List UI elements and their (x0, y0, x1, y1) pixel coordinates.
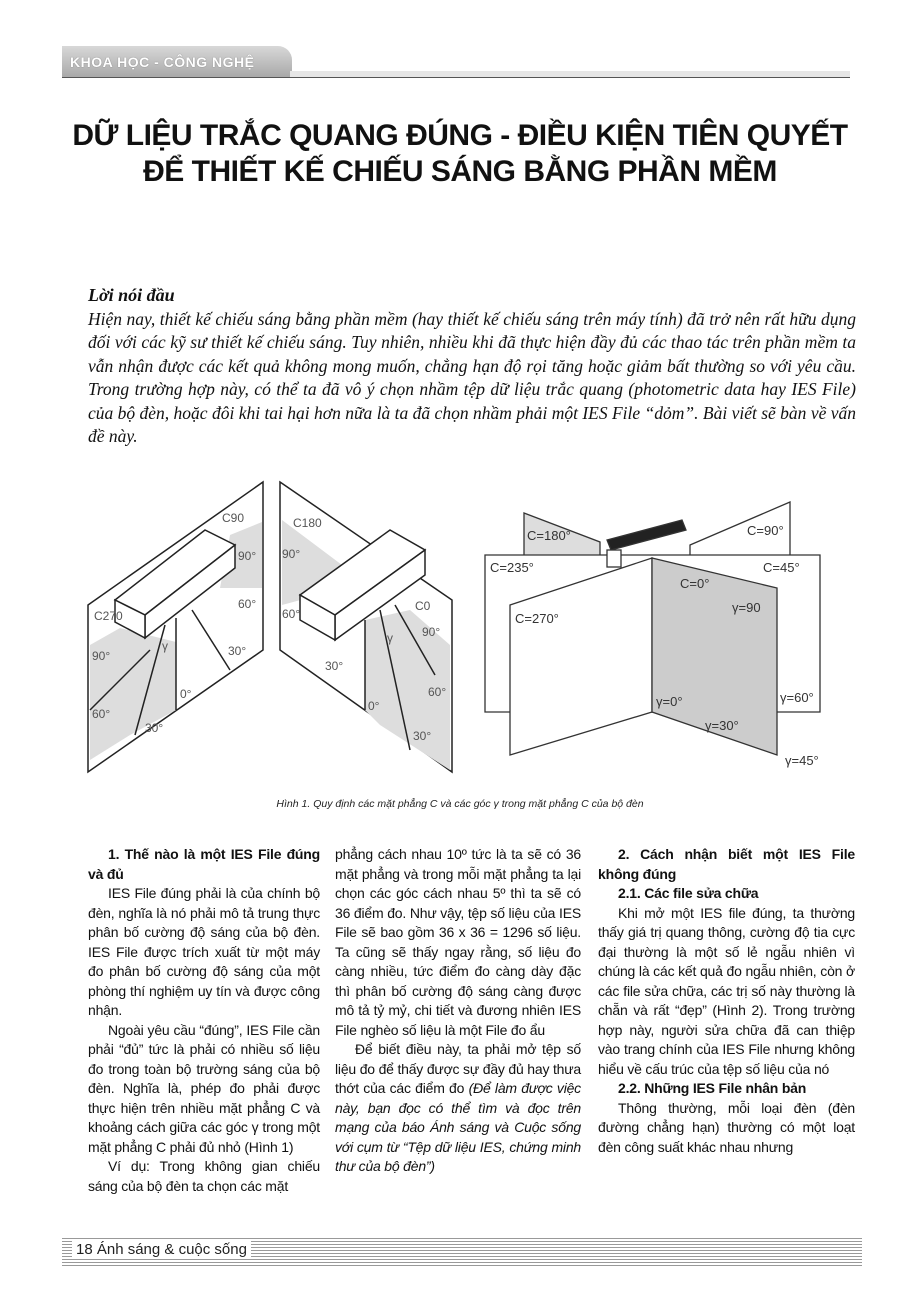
paragraph: Khi mở một IES file đúng, ta thường thấy giá trị quang thông, cường độ tia cực đại thường là một số lẻ ngẫu nhiên vì chúng là các kết quả đo ngẫu nhiên, còn ở các file sửa chữa, các trị số này thường là chẵn và rất “đẹp” (Hình 2). Trong trường hợp này, người sửa chữa đã can thiệp vào trang chính của IES File nhưng không hiểu về cấu trúc của tệp số liệu của nó (598, 904, 855, 1077)
paragraph: phẳng cách nhau 10º tức là ta sẽ có 36 mặt phẳng và trong mỗi mặt phẳng ta lại chọn các góc cách nhau 5º thì ta sẽ có 36 điểm đo. Như vậy, tệp số liệu của IES File sẽ bao gồm 36 x 36 = 1296 số liệu. Ta cũng sẽ thấy ngay rằng, số liệu đo càng nhiều, tức điểm đo càng dày đặc thì phân bố cường độ sáng càng được mô tả tỷ mỷ, chi tiết và đương nhiên IES File nghèo số liệu là một File đo ẩu (335, 846, 581, 1038)
label-g45: γ=45° (785, 753, 819, 768)
label-c0: C0 (415, 599, 431, 613)
column-3 (598, 845, 855, 1157)
figure-caption: Hình 1. Quy định các mặt phẳng C và các góc γ trong mặt phẳng C của bộ đèn (276, 798, 644, 810)
label-g0: γ=0° (656, 694, 683, 709)
c-plane-diagrams (80, 470, 860, 790)
label-c180: C180 (293, 516, 322, 530)
page-footer (62, 1236, 862, 1266)
footer-page-label: 18 Ánh sáng & cuộc sống (72, 1241, 251, 1258)
label-30b: 30° (145, 721, 164, 735)
label-30: 30° (228, 644, 247, 658)
label-c180-r: C=180° (527, 528, 571, 543)
section-1-heading: 1. Thế nào là một IES File đúng và đủ (88, 846, 320, 882)
section-2-2-heading: 2.2. Những IES File nhân bản (618, 1080, 807, 1096)
section-tab (62, 46, 292, 77)
label-60c: 60° (282, 607, 301, 621)
label-gamma-b: γ (387, 631, 393, 645)
label-90d: 90° (422, 625, 441, 639)
label-g60: γ=60° (780, 690, 814, 705)
luminaire (607, 520, 686, 550)
intro (88, 284, 856, 449)
section-2-1-heading: 2.1. Các file sửa chữa (618, 885, 759, 901)
label-c90-r: C=90° (747, 523, 784, 538)
label-60d: 60° (428, 685, 447, 699)
label-g30: γ=30° (705, 718, 739, 733)
paragraph (335, 1040, 581, 1177)
paragraph-note: (Để làm được việc này, bạn đọc có thể tìm và đọc trên mạng của báo Ánh sáng và Cuộc sống với cụm từ “Tệp dữ liệu IES, chứng minh thư của bộ đèn”) (335, 1080, 581, 1174)
label-gamma: γ (162, 639, 168, 653)
label-30c: 30° (325, 659, 344, 673)
column-2 (335, 845, 581, 1177)
article-title (60, 118, 860, 190)
paragraph: IES File đúng phải là của chính bộ đèn, nghĩa là nó phải mô tả trung thực phân bố cường độ sáng của bộ đèn. IES File được trích xuất từ một máy đo phân bố cường độ sáng của một phòng thí nghiệm uy tín và được công nhận. (88, 885, 320, 1018)
paragraph: Thông thường, mỗi loại đèn (đèn đường chẳng hạn) thường có một loạt đèn công suất khác nhau nhưng (598, 1099, 855, 1155)
intro-heading: Lời nói đầu (88, 285, 175, 305)
column-1 (88, 845, 320, 1196)
label-c270: C270 (94, 609, 123, 623)
label-0d: 0° (368, 699, 380, 713)
section-divider (62, 77, 850, 78)
label-0: 0° (180, 687, 192, 701)
paragraph: Ngoài yêu cầu “đúng”, IES File cần phải “đủ” tức là phải có nhiều số liệu đo trong toàn bộ trường sáng của bộ đèn. Nghĩa là, phép đo phải được thực hiện trên nhiều mặt phẳng C và khoảng cách giữa các góc γ trong một mặt phẳng C phải đủ nhỏ (Hình 1) (88, 1021, 320, 1155)
label-c90: C90 (222, 511, 245, 525)
paragraph-text: Để biết điều này, ta phải mở tệp số liệu đo để thấy được sự đầy đủ hay thưa thớt của các điểm đo (335, 1041, 581, 1096)
label-c270-r: C=270° (515, 611, 559, 626)
left-diagram (88, 482, 452, 772)
figure-1 (80, 470, 860, 790)
article-title-line-1: DỮ LIỆU TRẮC QUANG ĐÚNG - ĐIỀU KIỆN TIÊN QUYẾT (72, 119, 848, 152)
label-60b: 60° (92, 707, 111, 721)
intro-text: Hiện nay, thiết kế chiếu sáng bằng phần mềm (hay thiết kế chiếu sáng trên máy tính) đã trở nên rất hữu dụng đối với các kỹ sư thiết kế chiếu sáng. Tuy nhiên, nhiều khi đã thực hiện đầy đủ các thao tác trên phần mềm ta vẫn nhận được các kết quả không mong muốn, chẳng hạn độ rọi tăng hoặc giảm bất thường so với yêu cầu. Trong trường hợp này, có thể ta đã vô ý chọn nhầm tệp dữ liệu trắc quang (photometric data hay IES File) của bộ đèn, hoặc đôi khi tai hại hơn nữa là ta đã chọn nhầm phải một IES File “dỏm”. Bài viết sẽ bàn về vấn đề này. (88, 308, 856, 446)
section-2-heading: 2. Cách nhận biết một IES File không đúng (598, 846, 855, 882)
label-g90: γ=90 (732, 600, 761, 615)
article-title-line-2: ĐỂ THIẾT KẾ CHIẾU SÁNG BẰNG PHẦN MỀM (143, 155, 777, 188)
label-90b: 90° (92, 649, 111, 663)
section-label: KHOA HỌC - CÔNG NGHỆ (70, 54, 255, 70)
label-90: 90° (238, 549, 257, 563)
label-c235: C=235° (490, 560, 534, 575)
label-c0-r: C=0° (680, 576, 710, 591)
label-30d: 30° (413, 729, 432, 743)
paragraph: Ví dụ: Trong không gian chiếu sáng của bộ đèn ta chọn các mặt (88, 1158, 320, 1194)
label-90c: 90° (282, 547, 301, 561)
label-c45: C=45° (763, 560, 800, 575)
label-60: 60° (238, 597, 257, 611)
